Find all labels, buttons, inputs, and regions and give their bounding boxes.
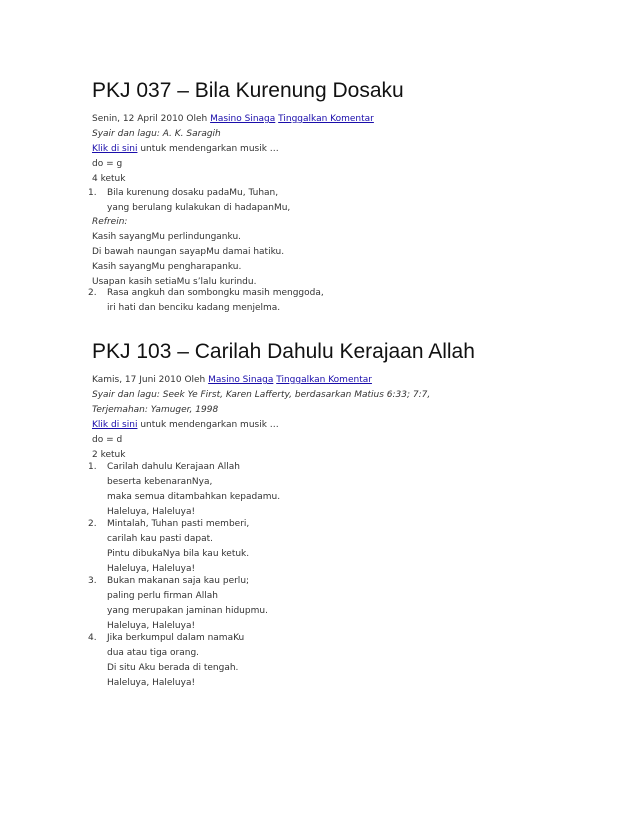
verse-line: carilah kau pasti dapat. [107,534,214,544]
verse-number: 1. [88,188,97,198]
post2-intro [92,388,430,463]
verse-line: yang merupakan jaminan hidupmu. [107,606,268,616]
verse-line: dua atau tiga orang. [107,648,200,658]
song-key: do = g [92,159,123,169]
song-beat: 4 ketuk [92,174,126,184]
list-item [88,517,608,577]
song-credit: Syair dan lagu: Seek Ye First, Karen Lafferty, berdasarkan Matius 6:33; 7:7, [92,390,431,400]
leave-comment-link[interactable]: Tinggalkan Komentar [276,375,372,385]
post2-verse-3 [88,574,608,634]
verse-line: Di situ Aku berada di tengah. [107,663,239,673]
refrain-line: Di bawah naungan sayapMu damai hatiku. [92,247,285,257]
post2-verse-4 [88,631,608,691]
post1-intro [92,127,279,187]
post-meta [92,113,612,125]
verse-line: yang berulang kulakukan di hadapanMu, [107,203,291,213]
post-pkj-103 [92,339,612,386]
verse-line: Haleluya, Haleluya! [107,507,196,517]
list-item [88,574,608,634]
listen-link[interactable]: Klik di sini [92,420,138,430]
verse-line: beserta kebenaranNya, [107,477,213,487]
listen-line [92,418,430,433]
verse-line: Bukan makanan saja kau perlu; [107,576,250,586]
verse-line: Haleluya, Haleluya! [107,564,196,574]
verse-line: Rasa angkuh dan sombongku masih menggoda, [107,288,324,298]
verse-line: maka semua ditambahkan kepadamu. [107,492,281,502]
listen-link[interactable]: Klik di sini [92,144,138,154]
list-item [88,186,608,216]
refrain-line: Usapan kasih setiaMu s’lalu kurindu. [92,277,257,287]
refrain-line: Kasih sayangMu perlindunganku. [92,232,242,242]
verse-line: Jika berkumpul dalam namaKu [107,633,245,643]
post-date-author-label: Kamis, 17 Juni 2010 Oleh [92,375,209,385]
verse-number: 2. [88,519,97,529]
list-item [88,286,608,316]
author-link[interactable]: Masino Sinaga [208,375,274,385]
verse-line: iri hati dan benciku kadang menjelma. [107,303,281,313]
song-key: do = d [92,435,123,445]
verse-number: 1. [88,462,97,472]
post-title: PKJ 037 – Bila Kurenung Dosaku [92,79,404,102]
leave-comment-link[interactable]: Tinggalkan Komentar [278,114,374,124]
verse-line: Haleluya, Haleluya! [107,621,196,631]
post2-verse-1 [88,460,608,520]
verse-line: Carilah dahulu Kerajaan Allah [107,462,240,472]
listen-suffix: untuk mendengarkan musik … [137,144,279,154]
list-item [88,460,608,520]
song-credit: Syair dan lagu: A. K. Saragih [92,129,221,139]
listen-suffix: untuk mendengarkan musik … [137,420,279,430]
list-item [88,631,608,691]
author-link[interactable]: Masino Sinaga [210,114,276,124]
post-meta [92,374,612,386]
verse-line: Pintu dibukaNya bila kau ketuk. [107,549,250,559]
song-beat: 2 ketuk [92,450,126,460]
verse-number: 2. [88,288,97,298]
verse-line: Mintalah, Tuhan pasti memberi, [107,519,250,529]
post1-verse-1 [88,186,608,216]
post-title: PKJ 103 – Carilah Dahulu Kerajaan Allah [92,340,475,363]
post1-verse-2 [88,286,608,316]
verse-number: 3. [88,576,97,586]
verse-line: paling perlu firman Allah [107,591,218,601]
song-translation-credit: Terjemahan: Yamuger, 1998 [92,405,219,415]
verse-line: Haleluya, Haleluya! [107,678,196,688]
post2-verse-2 [88,517,608,577]
refrain-label: Refrein: [92,217,128,227]
post1-refrain [92,215,284,290]
post-date-author-label: Senin, 12 April 2010 Oleh [92,114,211,124]
verse-number: 4. [88,633,97,643]
verse-line: Bila kurenung dosaku padaMu, Tuhan, [107,188,279,198]
listen-line [92,142,279,157]
post-pkj-037 [92,78,612,125]
refrain-line: Kasih sayangMu pengharapanku. [92,262,242,272]
